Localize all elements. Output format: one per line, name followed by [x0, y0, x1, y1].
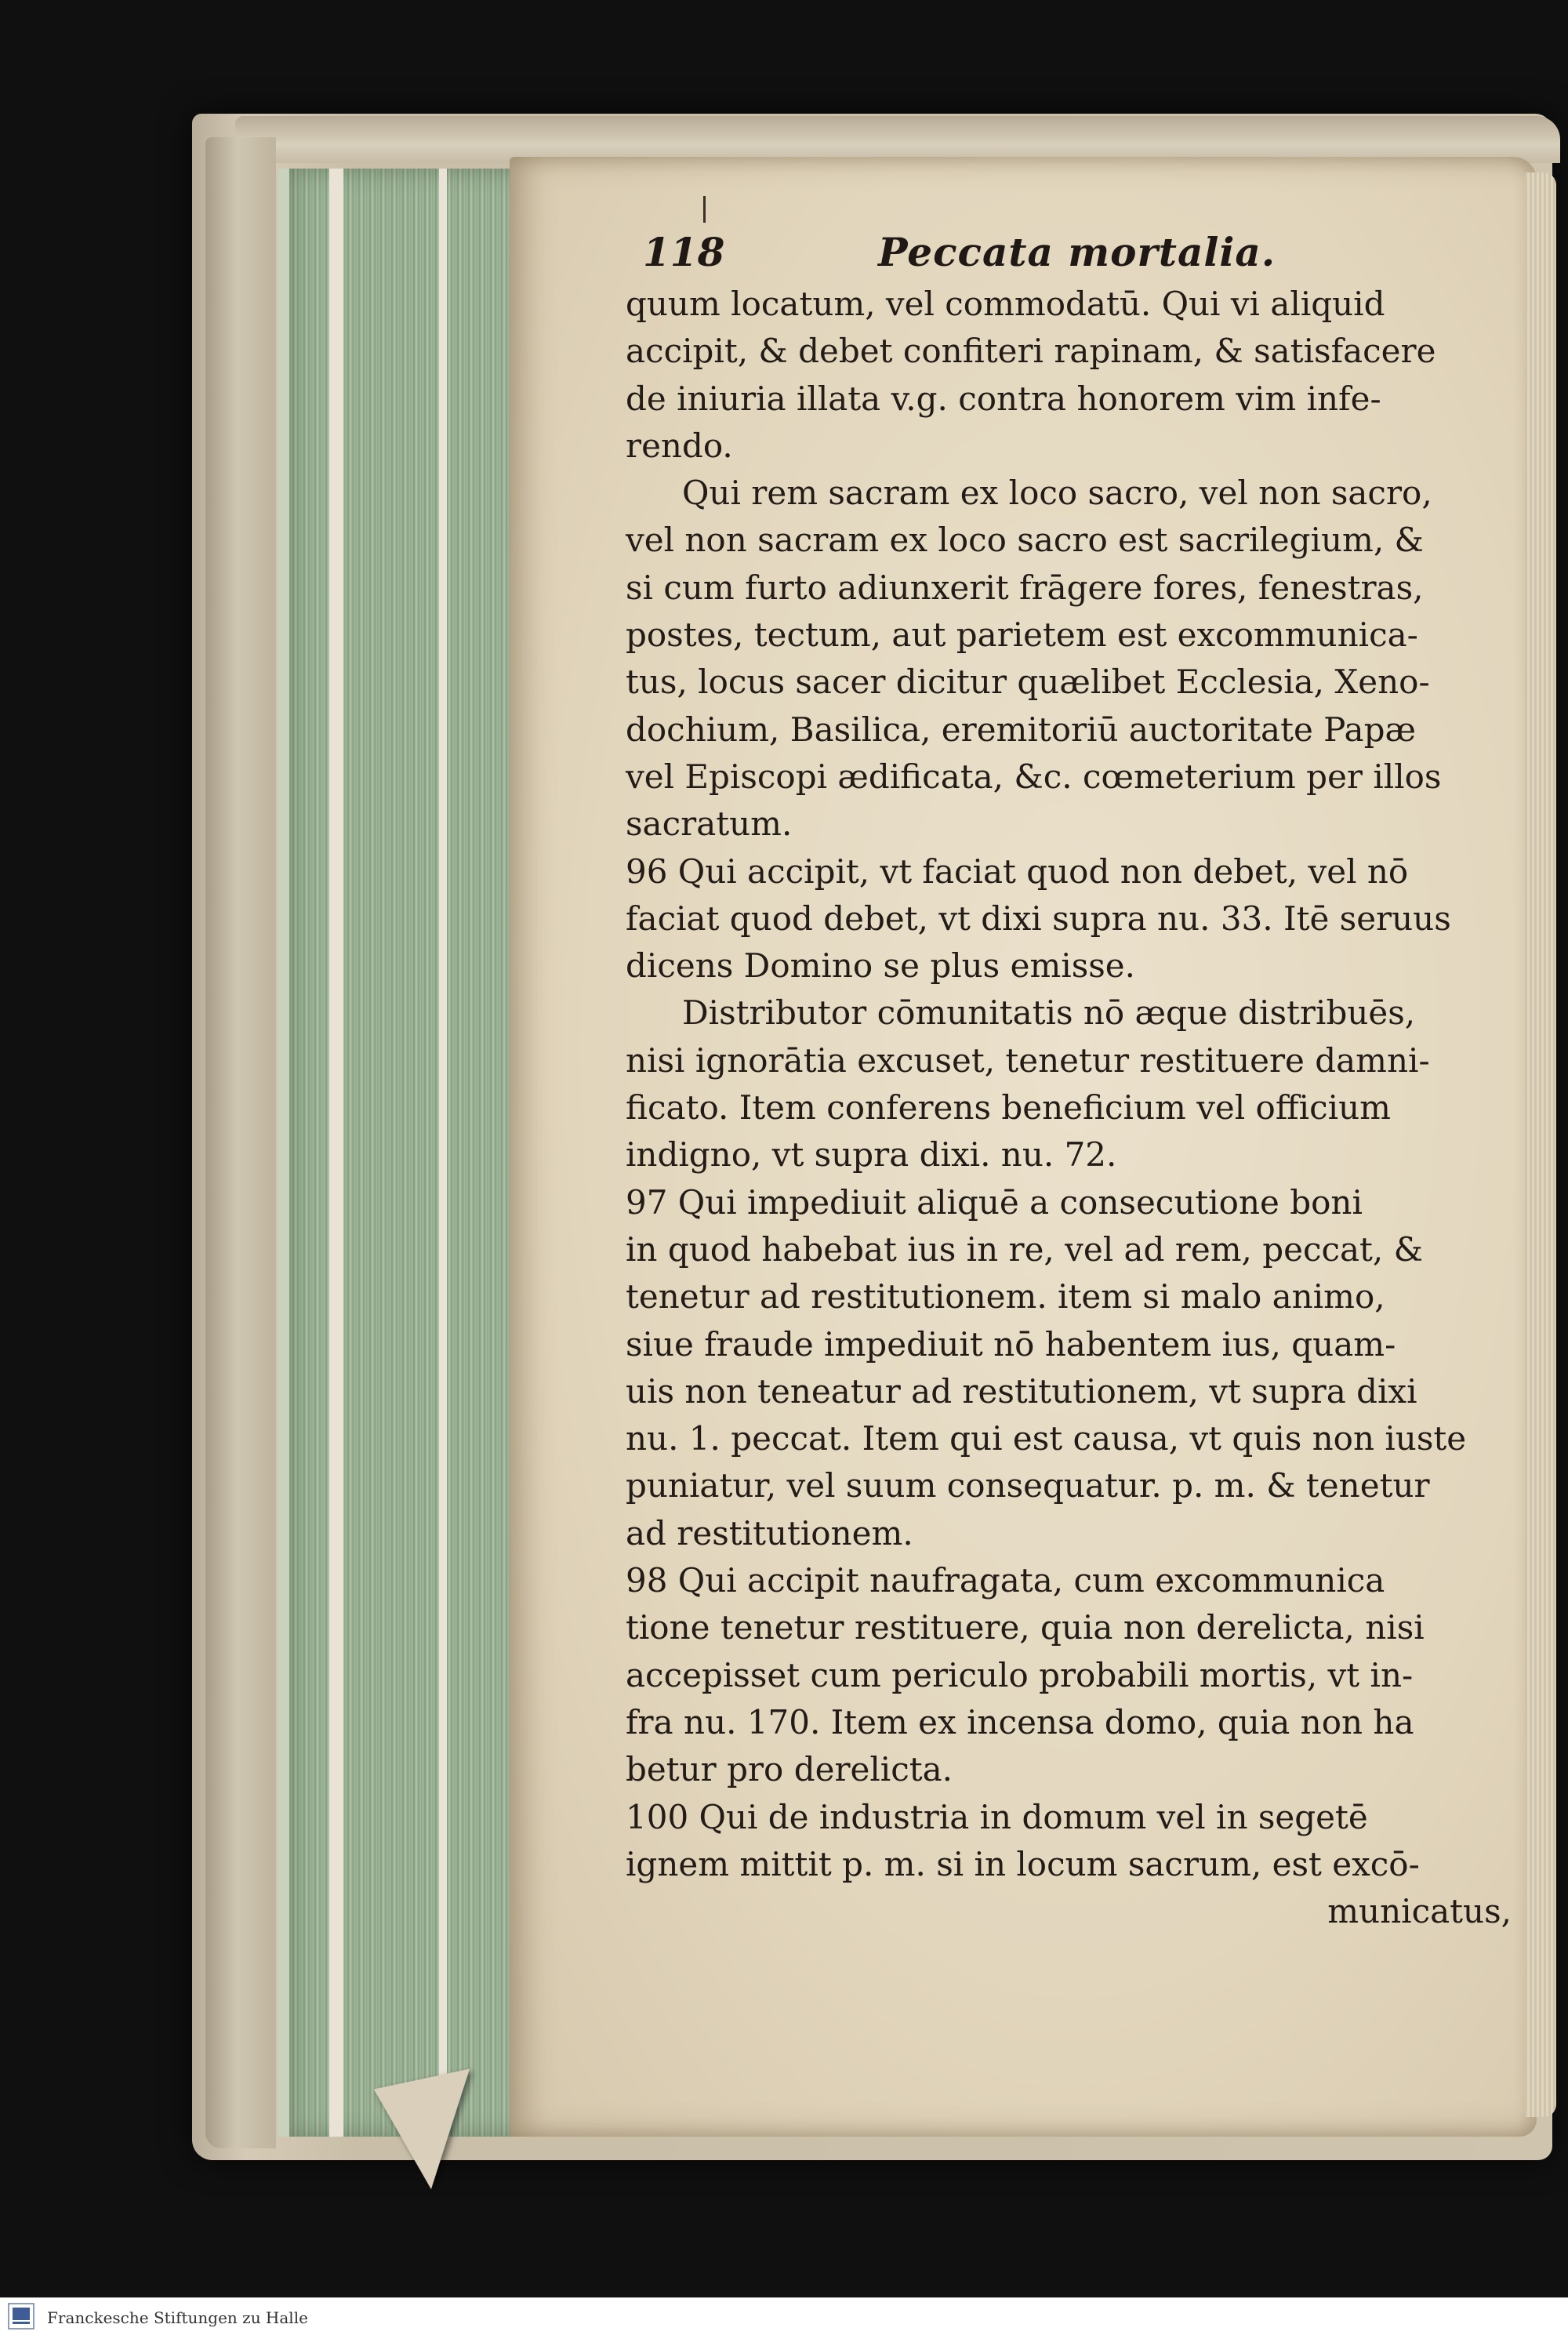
text-line: indigno, vt supra dixi. nu. 72.	[626, 1135, 1117, 1175]
text-line: 96 Qui accipit, vt faciat quod non debet, vel nō	[626, 852, 1409, 891]
page-edge-band	[329, 169, 343, 2137]
text-line: vel non sacram ex loco sacro est sacrilegium, &	[626, 521, 1424, 560]
text-line: betur pro derelicta.	[626, 1750, 953, 1789]
institution-name: Franckesche Stiftungen zu Halle	[47, 2308, 308, 2327]
text-line: Qui rem sacram ex loco sacro, vel non sacro,	[682, 474, 1432, 513]
page-number: 118	[643, 229, 725, 275]
text-line: rendo.	[626, 426, 733, 465]
text-line: quum locatum, vel commodatū. Qui vi aliquid	[626, 285, 1385, 323]
book-cover-top	[235, 116, 1560, 163]
text-line: 100 Qui de industria in domum vel in segetē	[626, 1797, 1368, 1836]
text-line: faciat quod debet, vt dixi supra nu. 33. Itē seruus	[626, 899, 1451, 938]
text-line: postes, tectum, aut parietem est excommunica-	[626, 616, 1418, 655]
text-line: 97 Qui impediuit aliquē a consecutione boni	[626, 1182, 1363, 1222]
page-header	[643, 229, 1505, 284]
text-line: dochium, Basilica, eremitoriū auctoritate Papæ	[626, 710, 1416, 749]
running-title: Peccata mortalia.	[878, 229, 1276, 275]
body-text	[626, 281, 1512, 1935]
text-line: sacratum.	[626, 804, 793, 844]
text-line: tione tenetur restituere, quia non derelicta, nisi	[626, 1608, 1425, 1647]
text-line: dicens Domino se plus emisse.	[626, 946, 1136, 986]
text-line: vel Episcopi ædificata, &c. cœmeterium per illos	[626, 757, 1442, 796]
library-footer	[0, 2297, 1568, 2335]
text-line: de iniuria illata v.g. contra honorem vim infe-	[626, 379, 1381, 418]
text-line: puniatur, vel suum consequatur. p. m. & tenetur	[626, 1466, 1430, 1505]
text-line: ad restitutionem.	[626, 1513, 913, 1552]
fore-edge	[1525, 172, 1556, 2117]
text-line: in quod habebat ius in re, vel ad rem, peccat, &	[626, 1229, 1424, 1269]
text-line: accipit, & debet confiteri rapinam, & satisfacere	[626, 332, 1436, 371]
text-line: nisi ignorātia excuset, tenetur restituere damni-	[626, 1040, 1430, 1080]
catchword: municatus,	[1327, 1892, 1512, 1931]
text-line: ficato. Item conferens beneficium vel officium	[626, 1088, 1391, 1128]
text-line: fra nu. 170. Item ex incensa domo, quia non ha	[626, 1702, 1414, 1741]
text-line: Distributor cōmunitatis nō æque distribuēs,	[682, 993, 1416, 1033]
text-line: si cum furto adiunxerit frāgere fores, fenestras,	[626, 568, 1424, 607]
text-line: siue fraude impediuit nō habentem ius, quam-	[626, 1324, 1396, 1364]
cover-board	[205, 137, 276, 2148]
pencil-mark	[703, 196, 706, 223]
text-line: tenetur ad restitutionem. item si malo animo,	[626, 1277, 1385, 1316]
text-line: uis non teneatur ad restitutionem, vt supra dixi	[626, 1371, 1417, 1411]
page-edge-band	[439, 169, 447, 2137]
text-line: tus, locus sacer dicitur quælibet Ecclesia, Xeno-	[626, 663, 1430, 702]
text-line: ignem mittit p. m. si in locum sacrum, est excō-	[626, 1844, 1420, 1883]
text-line: accepisset cum periculo probabili mortis, vt in-	[626, 1655, 1414, 1694]
text-line: nu. 1. peccat. Item qui est causa, vt quis non iuste	[626, 1419, 1467, 1458]
library-logo-icon	[8, 2303, 34, 2330]
text-line: 98 Qui accipit naufragata, cum excommunica	[626, 1561, 1385, 1600]
